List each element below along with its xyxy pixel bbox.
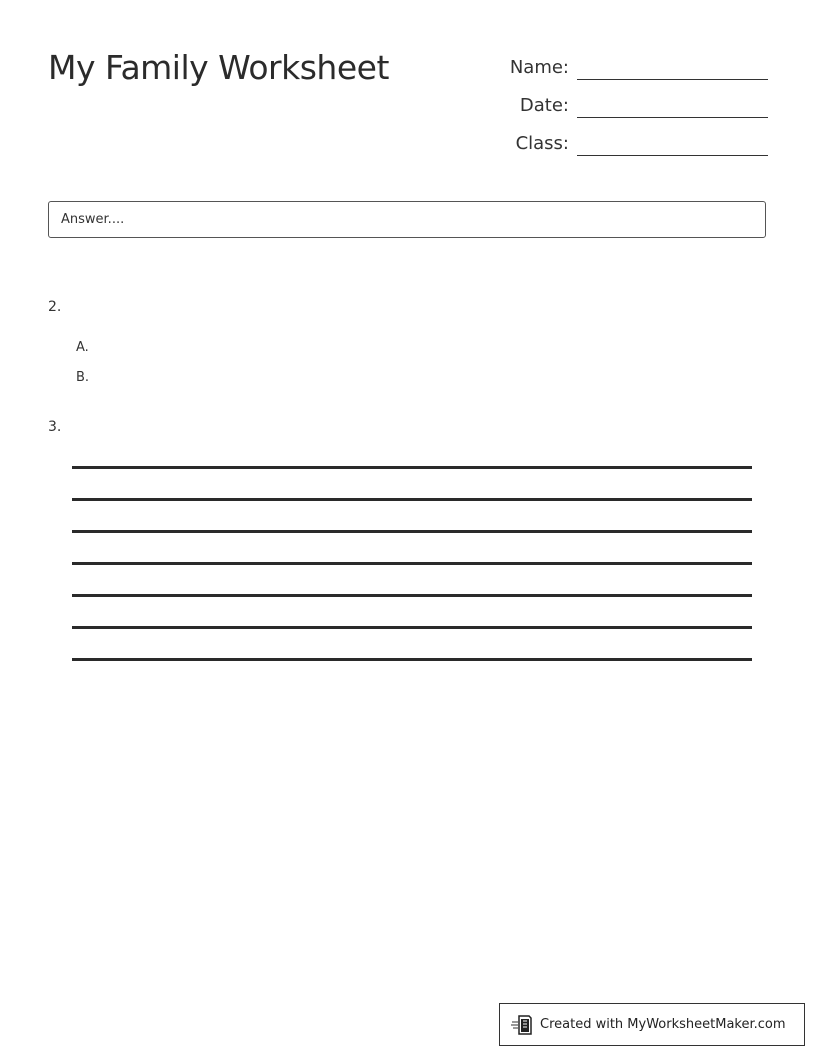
class-field[interactable] bbox=[516, 124, 768, 154]
question-3-number: 3. bbox=[48, 419, 62, 435]
date-field[interactable] bbox=[520, 86, 768, 116]
writing-line bbox=[72, 466, 752, 469]
writing-line bbox=[72, 530, 752, 533]
worksheet-maker-logo-icon bbox=[511, 1013, 535, 1037]
question-2-option-b[interactable]: B. bbox=[76, 370, 90, 385]
question-2-option-a[interactable]: A. bbox=[76, 340, 89, 355]
class-label: Class: bbox=[515, 133, 569, 154]
writing-line bbox=[72, 658, 752, 661]
badge-text: Created with MyWorksheetMaker.com bbox=[540, 1017, 786, 1032]
writing-line bbox=[72, 626, 752, 629]
created-with-badge[interactable] bbox=[499, 1003, 805, 1046]
writing-line bbox=[72, 562, 752, 565]
writing-line bbox=[72, 498, 752, 501]
name-label: Name: bbox=[509, 57, 569, 78]
worksheet-title: My Family Worksheet bbox=[48, 48, 389, 87]
question-2-number: 2. bbox=[48, 299, 62, 315]
name-line[interactable] bbox=[577, 78, 768, 80]
date-line[interactable] bbox=[577, 116, 768, 118]
date-label: Date: bbox=[519, 95, 569, 116]
class-line[interactable] bbox=[577, 154, 768, 156]
answer-input-box[interactable] bbox=[48, 201, 766, 238]
name-field[interactable] bbox=[510, 48, 768, 78]
writing-line bbox=[72, 594, 752, 597]
answer-placeholder: Answer.... bbox=[61, 212, 125, 227]
